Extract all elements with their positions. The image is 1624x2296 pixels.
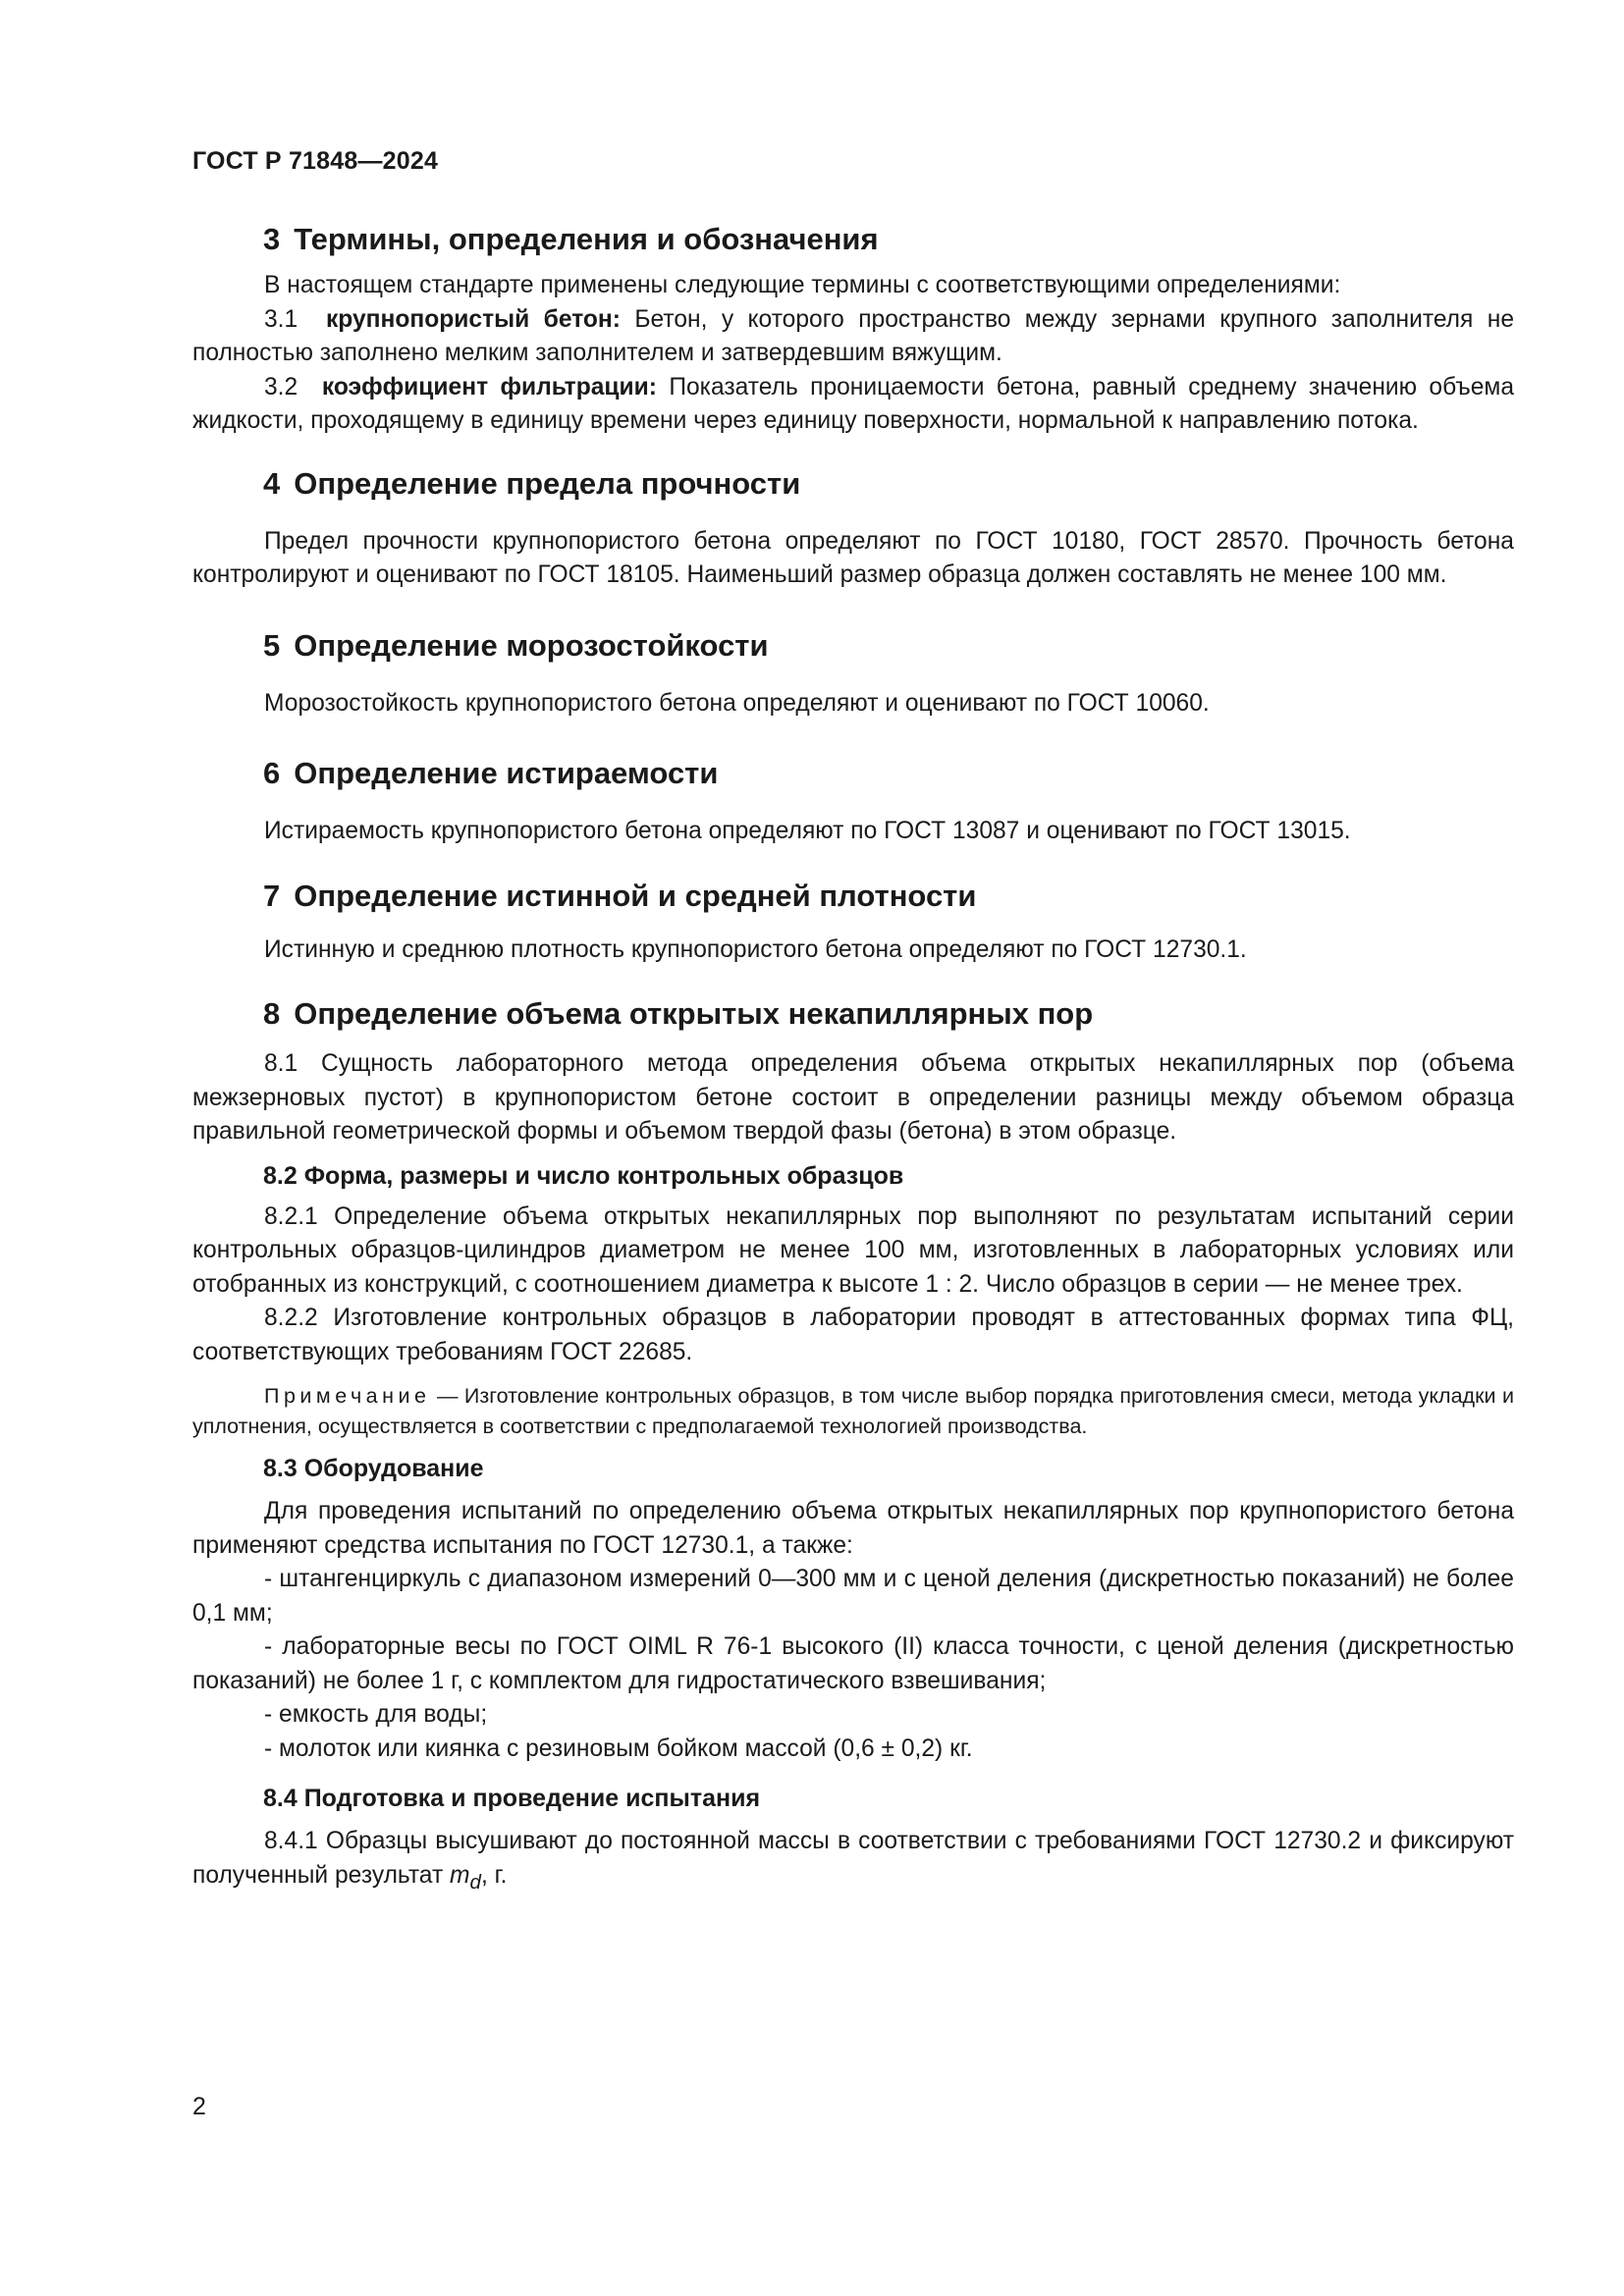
- subsection-8-3-heading: 8.3 Оборудование: [263, 1455, 484, 1482]
- clause-text: 8.4.1 Образцы высушивают до постоянной массы в соответствии с требованиями ГОСТ 12730.2 и фиксируют полученный результат: [192, 1828, 1514, 1889]
- term-definition: Бетон, у которого пространство между зернами крупного заполнителя не полностью заполнено мелким заполнителем и затвердевшим вяжущим.: [192, 305, 1514, 366]
- section-title: Определение предела прочности: [294, 465, 801, 501]
- section-5-heading: [192, 626, 1514, 666]
- mass-variable: m: [450, 1861, 470, 1889]
- term-name: крупнопористый бетон:: [325, 305, 621, 333]
- equipment-item: - лабораторные весы по ГОСТ OIML R 76-1 высокого (II) класса точности, с ценой деления (дискретностью показаний) не более 1 г, с комплектом для гидростатического взвешивания;: [192, 1633, 1514, 1694]
- section-title: Термины, определения и обозначения: [294, 222, 879, 256]
- term-number: 3.2: [264, 373, 298, 400]
- section-4-heading: [192, 464, 1514, 504]
- section-7-heading: [192, 877, 1514, 916]
- section-title: Определение морозостойкости: [294, 627, 769, 663]
- equipment-item: - молоток или киянка с резиновым бойком массой (0,6 ± 0,2) кг.: [264, 1735, 973, 1762]
- section-number: 7: [263, 878, 281, 913]
- clause-8-4-1: [192, 1825, 1514, 1899]
- clause-text-end: , г.: [480, 1861, 508, 1889]
- section-5-text: Морозостойкость крупнопористого бетона определяют и оценивают по ГОСТ 10060.: [264, 689, 1210, 717]
- section-6-text: Истираемость крупнопористого бетона определяют по ГОСТ 13087 и оценивают по ГОСТ 13015.: [264, 818, 1351, 844]
- clause-8-3-intro: Для проведения испытаний по определению объема открытых некапиллярных пор крупнопористого бетона применяют средства испытания по ГОСТ 12730.1, а также:: [192, 1498, 1514, 1559]
- section-number: 3: [263, 222, 281, 256]
- section-number: 4: [263, 465, 281, 501]
- term-3-2: [192, 371, 1514, 439]
- note: [192, 1381, 1514, 1442]
- section-4-text: Предел прочности крупнопористого бетона определяют по ГОСТ 10180, ГОСТ 28570. Прочность бетона контролируют и оценивают по ГОСТ 18105. Наименьший размер образца должен составлять не менее 100 мм.: [192, 527, 1514, 588]
- clause-8-2-1: 8.2.1 Определение объема открытых некапиллярных пор выполняют по результатам испытаний серии контрольных образцов-цилиндров диаметром не менее 100 мм, изготовленных в лабораторных условиях или отобранных из конструкций, с соотношением диаметра к высоте 1 : 2. Число образцов в серии — не менее трех.: [192, 1202, 1514, 1298]
- document-body: [192, 220, 1514, 1899]
- term-3-1: [192, 303, 1514, 371]
- subsection-8-2-heading: 8.2 Форма, размеры и число контрольных образцов: [263, 1161, 904, 1190]
- note-label: Примечание: [264, 1384, 431, 1408]
- section-3-heading: [192, 220, 1514, 259]
- section-title: Определение объема открытых некапиллярных пор: [294, 996, 1094, 1031]
- equipment-item: - штангенциркуль с диапазоном измерений 0—300 мм и с ценой деления (дискретностью показаний) не более 0,1 мм;: [192, 1566, 1514, 1627]
- section-7-text: Истинную и среднюю плотность крупнопористого бетона определяют по ГОСТ 12730.1.: [264, 935, 1247, 963]
- page-number: 2: [192, 2093, 206, 2120]
- term-definition: Показатель проницаемости бетона, равный среднему значению объема жидкости, проходящему в единицу времени через единицу поверхности, нормальной к направлению потока.: [192, 373, 1514, 434]
- mass-variable-subscript: d: [469, 1870, 481, 1894]
- section-number: 8: [263, 996, 281, 1031]
- section-number: 5: [263, 627, 281, 663]
- section-title: Определение истираемости: [294, 756, 719, 790]
- section-6-heading: [192, 754, 1514, 793]
- document-header: ГОСТ Р 71848—2024: [192, 147, 439, 175]
- clause-8-2-2: 8.2.2 Изготовление контрольных образцов в лаборатории проводят в аттестованных формах типа ФЦ, соответствующих требованиям ГОСТ 22685.: [192, 1305, 1514, 1365]
- section-8-heading: [192, 994, 1514, 1034]
- term-number: 3.1: [264, 305, 298, 333]
- note-text: — Изготовление контрольных образцов, в том числе выбор порядка приготовления смеси, метода укладки и уплотнения, осуществляется в соответствии с предполагаемой технологией производства.: [192, 1384, 1514, 1438]
- subsection-8-4-heading: 8.4 Подготовка и проведение испытания: [263, 1785, 761, 1812]
- equipment-item: - емкость для воды;: [264, 1701, 488, 1728]
- section-number: 6: [263, 756, 281, 790]
- clause-8-1: 8.1 Сущность лабораторного метода определения объема открытых некапиллярных пор (объема межзерновых пустот) в крупнопористом бетоне состоит в определении разницы между объемом образца правильной геометрической формы и объемом твердой фазы (бетона) в этом образце.: [192, 1050, 1514, 1145]
- section-3-intro: В настоящем стандарте применены следующие термины с соответствующими определениями:: [264, 272, 1341, 298]
- term-name: коэффициент фильтрации:: [321, 373, 657, 400]
- section-title: Определение истинной и средней плотности: [294, 878, 977, 913]
